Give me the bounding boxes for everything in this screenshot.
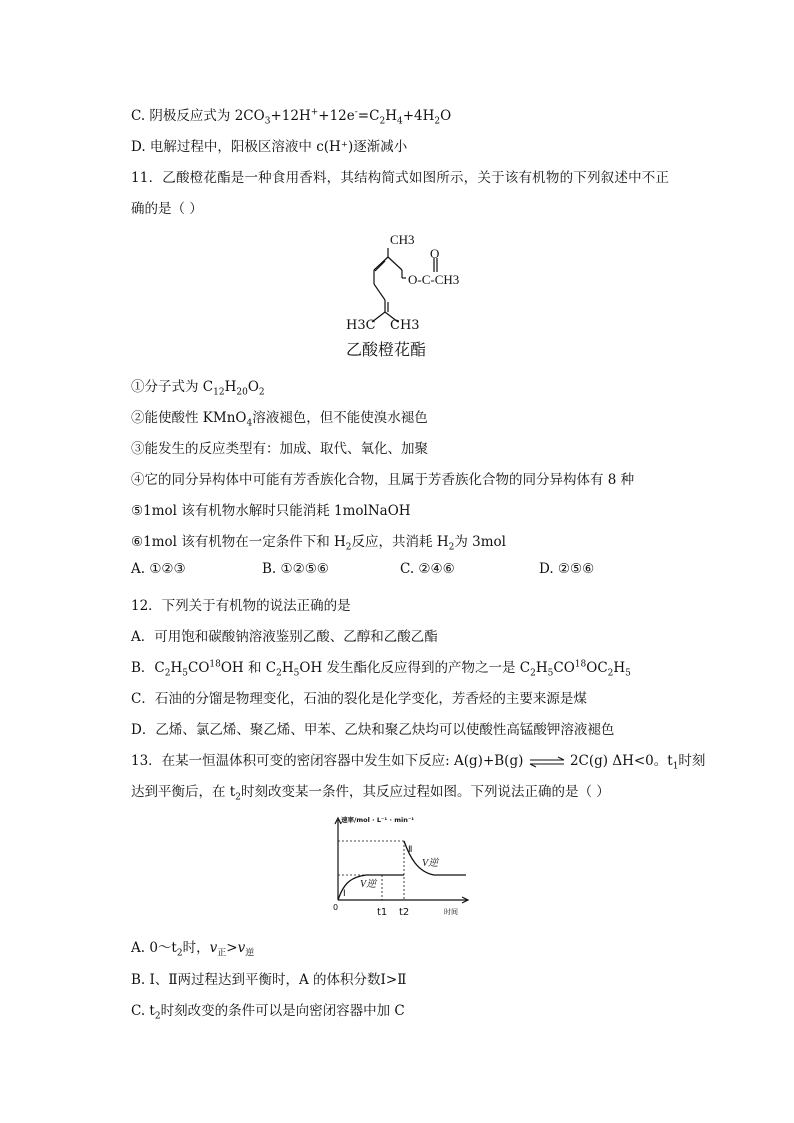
x-axis-label: 时间 xyxy=(444,908,458,916)
q12-option-a[interactable]: A．可用饱和碳酸钠溶液鉴别乙酸、乙醇和乙酸乙酯 xyxy=(131,629,438,645)
statement-4: ④它的同分异构体中可能有芳香族化合物，且属于芳香族化合物的同分异构体有 8 种 xyxy=(131,472,635,488)
q13-option-b[interactable]: B. Ⅰ、Ⅱ两过程达到平衡时，A 的体积分数Ⅰ>Ⅱ xyxy=(131,972,407,988)
q12-option-d[interactable]: D．乙烯、氯乙烯、聚乙烯、甲苯、乙炔和聚乙炔均可以使酸性高锰酸钾溶液褪色 xyxy=(131,722,615,738)
v-reverse-label-2: V逆 xyxy=(422,858,439,869)
q13-option-a[interactable]: A. $0\sim t_2$时，$v_正>v_逆$ xyxy=(131,940,255,959)
neryl-acetate-structure xyxy=(330,228,490,328)
q11-option-a[interactable]: A. ①②③ xyxy=(131,561,186,577)
molecule-caption: 乙酸橙花酯 xyxy=(346,340,427,359)
v-reverse-label-1: V逆 xyxy=(360,879,377,890)
ester-group-label: O-C-CH3 xyxy=(408,272,460,287)
h3c-label: H3C xyxy=(346,318,376,333)
question-11-stem-cont: 确的是（ ） xyxy=(131,201,203,217)
y-axis-label: 速率/mol · L⁻¹ · min⁻¹ xyxy=(341,816,415,824)
q11-option-c[interactable]: C. ②④⑥ xyxy=(400,561,455,577)
question-12-stem: 12．下列关于有机物的说法正确的是 xyxy=(131,598,351,614)
question-13-stem: 13．在某一恒温体积可变的密闭容器中发生如下反应: A(g)+B(g) 2C(g) ΔH<0。$t_1$时刻 xyxy=(131,753,706,772)
q11-option-d[interactable]: D. ②⑤⑥ xyxy=(539,561,595,577)
methyl-label-bottom: CH3 xyxy=(390,318,420,333)
option-d-electrolysis: D. 电解过程中，阳极区溶液中 c(H⁺)逐渐减小 xyxy=(131,139,408,155)
methyl-label-top: CH3 xyxy=(390,232,415,247)
statement-1: ①分子式为 $C_{12}H_{20}O_2$ xyxy=(131,379,265,398)
carbonyl-oxygen-label: O xyxy=(430,246,440,261)
t2-label: t2 xyxy=(399,907,410,918)
statement-2: ②能使酸性 KMnO$_4$溶液褪色，但不能使溴水褪色 xyxy=(131,410,428,429)
q13-option-c[interactable]: C. $t_2$时刻改变的条件可以是向密闭容器中加 C xyxy=(131,1003,405,1022)
option-c-electrolysis: C. 阴极反应式为 $2CO_3+12H^++12e^-=C_2H_4+4H_2O$ xyxy=(131,107,452,127)
t1-label: t1 xyxy=(377,907,388,918)
question-13-stem-cont: 达到平衡后，在 $t_2$时刻改变某一条件，其反应过程如图。下列说法正确的是（ ） xyxy=(131,784,610,803)
origin-label: 0 xyxy=(333,903,339,912)
statement-3: ③能发生的反应类型有：加成、取代、氧化、加聚 xyxy=(131,441,428,457)
q11-option-b[interactable]: B. ①②⑤⑥ xyxy=(262,561,329,577)
statement-6: ⑥1mol 该有机物在一定条件下和 $H_2$反应，共消耗 $H_2$为 3mol xyxy=(131,534,506,553)
rate-time-graph xyxy=(330,814,480,920)
q12-option-c[interactable]: C．石油的分馏是物理变化，石油的裂化是化学变化，芳香烃的主要来源是煤 xyxy=(131,691,587,707)
statement-5: ⑤1mol 该有机物水解时只能消耗 1molNaOH xyxy=(131,503,411,519)
equilibrium-arrow-icon xyxy=(528,756,566,768)
q12-option-b[interactable]: B．$C_2H_5CO^{18}OH$ 和 $C_2H_5OH$ 发生酯化反应得到的产物之一是 $C_2H_5CO^{18}OC_2H_5$ xyxy=(131,659,631,679)
curve-i-label: Ⅰ xyxy=(343,888,346,898)
question-11-stem: 11．乙酸橙花酯是一种食用香料，其结构简式如图所示，关于该有机物的下列叙述中不正 xyxy=(131,170,670,186)
curve-ii-label: Ⅱ xyxy=(408,844,413,854)
